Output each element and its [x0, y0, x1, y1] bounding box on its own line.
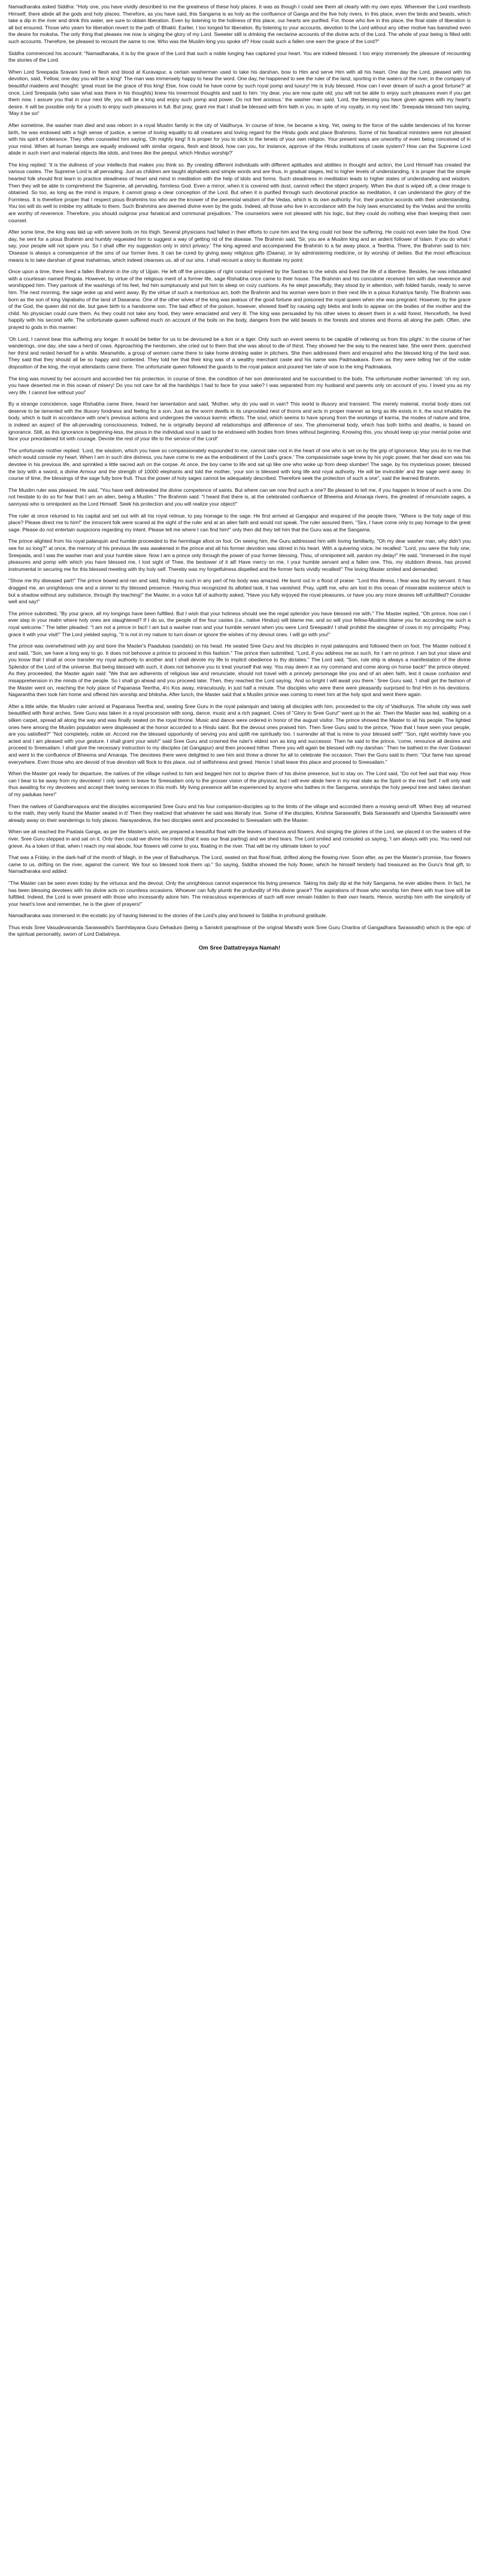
paragraph: The prince was overwhelmed with joy and bore the Master's Paadukas (sandals) on his head. He seated Sree Guru and his disciples in royal palanquins and followed them on foot. The Master noticed it and said, "Son, we have a long way to go. It does not behoove a prince to proceed in this fashion." The prince then submitted, "Lord, if you address me as such, for I am no prince. I am but your slave and you know that I shall at once transfer my royal authority to another and I shall devote my life to implicit obedience to thy dictates." The Lord said, "Son, rule ship is always a manifestation of the divine Splendor of the Lord of the universe. But being blessed with such, it does not behoove you to treat yourself that way. You may deem it as my command and come along on horse back!" the prince obeyed. As they proceeded, the Master again said: "We that are adherents of religious law and renunciate, should not travel with a princely personage like you and of an alien faith, lest it cause confusion and misapprehension in the minds of the people. So I shall go ahead and you proceed later. Then, they reached the Lord saying, 'And so bright I will await you there.' Sree Guru said, 'I shall get the fashion of the Master went on, reaching the holy place of Papanasa Teertha, 4½ Kos away, miraculously, in just half a minute. The disciples who were there were pleasantly surprised to find Him in his devotions. Nagarantha then took him home and offered him worship and bhiksha. After lunch, the Master said that a Muslim prince was coming to meet him at the holy spot and went there again.	[8, 643, 471, 698]
paragraph: The prince submitted, "By your grace, all my longings have been fulfilled. But I wish that your holiness should see the regal splendor you have blessed me with." The Master replied, "Oh prince, how can I ever step in your realm where holy ones are slaughtered? If I do so, the people of the four castes (i.e., native Hindus) will blame me, and so will your fellow-Muslims blame you for according me such a royal welcome." The latter pleaded: "I am not a prince in fact! I am but a washer man and your humble servant when you were Lord Sreepadn! I shall prohibit the slaughter of cows in my principality. Pray, grace it with your visit!" The Lord yielded saying, "It is not in my nature to turn down or ignore the wishes of my devout ones. I will go with you!"	[8, 610, 471, 637]
paragraph: When we all reached the Paatala Ganga, as per the Master's wish, we prepared a beautiful float with the leaves of banana and flowers. And singing the glories of the Lord, we placed it on the waters of the river. Sree Guru stepped in and sat on it. Only then could we divine his intent (that it was our final parting) and we shed tears. The Lord smiled and consoled us saying, 'I am always with you. You need not grieve. As a token of that, when I reach my real abode, four flowers will come to you, floating in the river. That will be my ultimate token to you!'	[8, 829, 471, 849]
paragraph: When the Master got ready for departure, the natives of the village rushed to him and begged him not to deprive them of his divine presence, but to stay on. The Lord said, "Do not feel sad that way. How can I bear to be away from my devotees! I only seem to leave for Sreesailam only to the grosser vision of the physical, but I will ever abide here in my real state as the Spirit or the real Self. I will only wait thus awaiting for my devotees and accept their loving services in this moth. My living presence will be experienced by anyone who bathes in the Sangama, worships the holy peepul tree and takes darshan of my padukas here!"	[8, 770, 471, 797]
paragraph: By a strange coincidence, sage Rishabha came there, heard her lamentation and said, 'Mother, why do you wail in vain? This world is illusory and transient. The merely material, mortal body does not deserve to be lamented with the illusory fondness and feeling for a son. Just as the worm dwells in its unprovided nest of thorns and acts in proper manner as long as life exists in it, the soul inhabits the body, which is built in accordance with one's previous actions and undergoes the various karmic effects. The soul, which seems to have sprung from the workings of karma, the modes of nature and time, is indeed an aspect of the all-pervading consciousness. Indeed, he is originally beyond all relationships and difference of sex. The phenomenal body, which has both births and deaths, is based on ignorance. Still, as this ignorance is beginning-less, the pious in the individual soul is said to be endowed with bodies from times without beginning. Knowing this, you should keep up your mental poise and face your preordained lot with courage. Devote the rest of your life to the service of the Lord!'	[8, 401, 471, 442]
paragraph: Once upon a time, there lived a fallen Brahmin in the city of Ujjain. He left off the principles of right conduct enjoined by the Sastras to the winds and lived the life of a libertine. Besides, he was infatuated with a courtesan named Pingala. However, by virtue of the religious merit of a former life, sage Rishabha once came to their house. The Brahmin and his concubine received him with due reverence and worshipped him. They partook of the washings of his feet, fed him sumptuously and put him to sleep on cozy cushions. As he slept peacefully, they stood by in attention, with folded hands, ready to serve him. The next morning, the sage woke up and went away. By the virtue of such a meritorious act, both the Brahmin and his woman were born in their next life in a pious Kshatriya family. The Brahmin was born as the son of king Vajrabahu of the land of Dasarana. One of the other wives of the king was jealous of the good fortune and poisoned the royal queen when she was pregnant. However, by the grace of the God, the queen did not die, but gave birth to a handsome son. The bad effect of the poison, however, showed itself by causing ugly blebs and boils to appear on the bodies of the mother and the child. No physician could cure them. As they could not take any food, they were emaciated and very ill. The king was persuaded by his other wives to desert them in a wild forest. Henceforth, he lived happily with his second wife. The unfortunate queen suffered much on account of the boils on the body, dangers from the wild beasts in the forests and stones and thorns all along the path. Often, she prayed to gods in this manner:	[8, 268, 471, 330]
paragraph: After some time, the king was laid up with severe boils on his thigh. Several physicians had failed in their efforts to cure him and the king could not bear the suffering. He could not even take the food. One day, he sent for a pious Brahmin and humbly requested him to suggest a way of getting rid of the disease. The Brahmin said, 'Sir, you are a Muslim king and an ardent follower of Islam. If you do what I say, your people will not spare you. So I shall offer my suggestion only in strict privacy.' The king agreed and accompanied the Brahmin to a far away place, a Teertha. There, the Brahmin said to him: 'Disease is always a consequence of the sins of our former lives. It can be cured by giving away religious gifts (Daana), or by administering medicine, or by worship of deities. But the most efficacious means is to take darshan of great mahatmas, which indeed cleanses us, all of our sins. I shall recount a story to illustrate my point:	[8, 229, 471, 263]
closing-invocation: Om Sree Dattatreyaya Namah!	[198, 945, 281, 952]
paragraph: After a little while, the Muslim ruler arrived at Papanasa Teertha and, seating Sree Guru in the royal palanquin and taking all disciples with him, proceeded to the city of Vaidhurya. The whole city was well beautified with floral arches. Sree Guru was taken in a royal procession with song, dance, music and a rich pageant. Cries of "Glory to Sree Guru!" went up in the air. Then the Master was led, walking on a silken carpet, spread all along the way and was finally seated on the royal throne. Music and dance were ordered in honor of the august visitor. The prince showed the Master to all his people. The lighted ones here among the Muslim population were displeased at the honor accorded to a Hindu saint. But the devout ones praised him. Then Sree Guru said to the prince, "Now that I have seen your people, are you satisfied?" "Not completely, noble sir. Accord me the blessed opportunity of serving you and uplift me spiritually too. I surrender all that is mine to your blessed self!" "Son, right worthily have you acted and I am pleased with your gesture. I shall grant your wish!" said Sree Guru and crowned the ruler's eldest son as king and successor. Then he said to the prince, 'come, renounce all desires and proceed to Sreesailam. I shall give the necessary instruction to my disciples (at Gangapur) and then proceed hither. There you will again be blessed with my darshan.' Then he bathed in the river Godavari and went to the confluence of Bheema and Amaraja. The devotees there were delighted to see him and threw a dinner for all to celebrate the occasion. Then the Guru said to them: "Our fame has spread everywhere. Even those who are devoid of true devotion will flock to this place, out of selfishness and greed. Hence I shall leave this place and proceed to Sreesailam."	[8, 703, 471, 765]
paragraph: The ruler at once returned to his capital and set out with all his royal retinue, to pay homage to the sage. He first arrived at Gangapur and enquired of the people there, "Where is the holy sage of this place? Please direct me to him!" the innocent folk were scared at the sight of the ruler and at an alien faith and would not speak. The ruler assured them, "Sirs, I have come only to pay homage to the great sage. Please do not entertain suspicions regarding my intent. Please tell me where I can find him!" only then did they tell him that the Guru was at the Sangama.	[8, 512, 471, 533]
paragraph: "The Master can be seen even today by the virtuous and the devout. Only the unrighteous cannot experience his living presence. Taking his daily dip at the holy Sangama, he ever abides there. In fact, he has been blessing devotees with his divine acts on countless occasions. Whoever can fully plumb the profundity of His divine grace? The aspirations of those who worship him there with true love will be fulfilled. Indeed, the Lord is ever present with those who incessantly adore him. The miraculous experiences of such will ever remain hidden to their own hearts. Hence, worship him with the simplicity of your heart's love and remember, he is the giver of prayers!"	[8, 879, 471, 907]
paragraph: The king was moved by her account and accorded her his protection. In course of time, the condition of her son deteriorated and he succumbed to the boils. The unfortunate mother lamented: 'oh my son, you have deserted me in this ocean of misery! Do you not care for all the hardships I had to face for your sake? I was separated from my husband and parents only on account of you. I loved you as my very life. I cannot live without you!'	[8, 375, 471, 395]
paragraph: Siddha commenced his account: "Namadharaka, it is by the grace of the Lord that such a noble longing has captured your heart. You are indeed blessed. I too enjoy immensely the pleasure of recounting the stories of the Lord.	[8, 50, 471, 64]
paragraph: "Show me thy diseased part!" The prince bowed and ran and said, finding no such in any part of his body was amazed. He burst out in a flood of praise: "Lord this illness, I fear was but thy servant. It has dragged me, an unrighteous one and a sinner to thy blessed presence. Having thus recognized its allotted task, it has vanished. Pray, uplift me, who am lost in this ocean of miserable existence which is but a shadow without any substance, through thy teaching!" the Master, in a voice full of authority asked, "Have you fully enjoyed the royal pleasures, or have you any more desires left unfulfilled? Consider well and say!"	[8, 578, 471, 605]
paragraph: When Lord Sreepada Sravani lived in flesh and blood at Kuravapur, a certain washerman used to take his darshan, bow to Him and serve Him with all his heart. One day the Lord, pleased with his devotion, said, 'Fellow, one day you will be a king!' The man was immensely happy to hear the word. One day, he happened to see the ruler of the land, sporting in the waters of the river, in the company of beautiful maidens and thought: 'great must be the grace of this king! Else, how could he have come by such royal pomp and luxury! He is truly blessed. How can I ever dream of such a good fortune?' at once, Lord Sreepada (who saw what was there in his thoughts) knew his innermost thoughts and said to him: 'my dear, you are now quite old; you will not be able to enjoy such pleasures even if you get them now. I assure you that in your next life, you will be a king and enjoy such pomp and power. Do not feel anxious.' the washer man said, 'Lord, the blessing you have given agrees with my heart's desire. It will be possible only for a youth to enjoy such pleasures in full. But pray, grant me that I shall be blessed with firm faith in you, in spite of my royalty, in my next life.' Sreepada blessed him saying, 'May it be so!'	[8, 68, 471, 117]
paragraph: The unfortunate mother replied: 'Lord, the wisdom, which you have so compassionately expounded to me, cannot take root in the heart of one who is set on by the grip of ignorance. May you do to me that which would console my heart. When I am in such dire distress, you have come to me as the embodiment of the Lord's grace.' The compassionate sage knew by his yogic power, that her dead son was his devotee in his previous life, and sprinkled a little sacred ash on the corpse. At once, the boy came to life and sat up like one who woke up from deep slumber! The sage, by his mysterious power, blessed the boy with a sword, a divine Armour and the strength of 10000 elephants and told the mother, 'your son is blessed with long life and royal authority. He will be invincible' and the sage went away. In course of time, the blessings of the sage fully bore fruit. Thus the power of holy sages cannot be adequately described. Therefore seek the protection of such a one", said the learned Brahmin.	[8, 447, 471, 482]
document-body	[8, 4, 471, 938]
paragraph: The king replied: 'It is the dullness of your intellects that makes you think so. By creating different individuals with different aptitudes and abilities in thought and action, the Lord Himself has created the various castes. The Supreme Lord is all pervading. Just as children are taught alphabets and simple words and are thus, in gradual stages, led to higher levels of understanding, it is proper that the simple hearted folk should first learn to practice steadiness of heart and mind in meditation with the help of idols and forms. Such steadiness in meditation leads to higher states of understanding and wisdom. Then they will be able to comprehend the Supreme, all pervading, formless God. Even a mirror, when it is covered with dust, cannot reflect the object properly. When the dust is wiped off, a clear image is obtained. So too, as long as the mind is impure, it cannot grasp a clear conception of the Lord. But when it is purified through such devotional practice as meditation, it can understand the glory of the Formless. It is therefore proper that I respect pious Brahmins too who are the knower of the perennial wisdom of the Vedas, which is its own authority. For, their practice accords with their understanding. You too will do well to imbibe my attitude to them. Such Brahmins are deemed divine even by the gods. Indeed, all those who live in accordance with the holy laws enunciated by the Vedas and the smritis are worthy of reverence. Therefore, you should outgrow your fanatical and communal prejudices.' The counselors were not pleased with his logic, but they could do nothing else than keeping their own counsel.	[8, 161, 471, 223]
paragraph: The prince alighted from his royal palanquin and humble proceeded to the hermitage afoot on foot. On seeing him, the Guru addressed him with loving familiarity, "Oh my dear washer man, why didn't you see for so long?" at once, the memory of his previous life was awakened in the prince and all his former devotion was stirred in his heart. With a quivering voice, he recalled: "Lord, you were the holy one, Sreepada, and I was the washer man and your humble slave. Now I am a prince only through the power of your former blessing. Thou, of omnipotent will, pardon my delay!" He said, "Immersed in the royal pleasures and pomp with which you have blessed me, I lost sight of Thee, the bestower of it all! Have mercy on me, I your humble servant and a fallen one. This, my stubborn illness, has proved instrumental in securing me for this blessed meeting with thy holy self. Thereby was my forgetfulness dispelled and the former facts vividly recalled!" The loving Master smiled and demanded;	[8, 538, 471, 572]
paragraph: Namadharaka asked Siddha: "Holy one, you have vividly described to me the greatness of these holy places. It was as though I could see them all clearly with my own eyes. Wherever the Lord manifests Himself, there abide all the gods and holy places. Therefore, as you have said, this Sangama is as holy as the confluence of Ganga and the five holy rivers. In this place, even the birds and beasts, which take a dip in the river and drink this water, are sure to obtain liberation. Even by listening to the holiness of this place, our hearts are purified. For, those who live in this place, the final state of liberation is all but ensured. Those who yearn for liberation revert to the path of Bhakti. Earlier, I too longed for liberation. By listening to your accounts, devotion to the Lord without any other motive has banished even the desire for moksha. The only thing that pleases me now is singing the glory of my Lord. Sweeter still is drinking the nectarine accounts of the divine acts of the Lord. The whole of your being is filled with such accounts. Therefore, be pleased to recount the same to me. Who was the Muslim king you spoke of? How could such a fallen one earn the grace of the Lord?"	[8, 4, 471, 44]
paragraph: After sometime, the washer man died and was reborn in a royal Muslim family in the city of Vaidhurya. In course of time, he became a king. Yet, owing to the force of the subtle tendencies of his former birth, he was endowed with a high sense of justice, a sense of loving equality to all creatures and loving regard for the Hindu gods and place Brahmins. Some of his fanatical ministers were not pleased with his spirit of tolerance. They often counseled him saying, 'Oh mighty king! It is proper for you to stick to the tenets of your own religion. Your present ways are unworthy of even being conceived of in your mind. When all human beings are equally endowed with similar organs, flesh and blood, how can you, for instance, approve of the Hindu institutions of caste system? How can the Supreme Lord abide in such inert and material objects like idols, and trees like the peepul, which Hindus worship?'	[8, 122, 471, 156]
paragraph: Then the natives of Gandharvapura and the disciples accompanied Sree Guru and his four companion-disciples up to the limits of the village and accorded them a moving send-off. When they all returned to the math, they verily found the Master seated in it! Then they realized that whatever he said was literally true. Some of the disciples, Krishna Saraswathi, Bala Saraswathi and Upendra Saraswathi were already away on their wanderings to holy places. Narayandeva, the two disciples went and proceeded to Sreesailam with the Master.	[8, 803, 471, 823]
paragraph: 'Oh Lord, I cannot bear this suffering any longer. It would be better for us to be devoured be a lion or a tiger. Only such an event seems to be capable of relieving us from this plight.' In the course of her wanderings, one day, she saw a herd of cows. Approaching the herdsmen, she cried out to them that she was about to die of thirst. They showed her the way to the nearest lake. She went there, quenched her thirst and rested herself for a while. Meanwhile, a group of women came there to take home drinking water in pitchers. She then addressed them and enquired who the blessed king of the land was. They said that they should all be so happy and contented. They told her that their king was of a wealthy merchant caste and his name was Padmaakara. Even as they were telling her of the noble disposition of the king, the royal attendants came there. The unfortunate queen followed the guards to the royal palace and poured her tale of woe to the king Padmakara.	[8, 335, 471, 370]
paragraph: The Muslim ruler was pleased. He said, "You have well delineated the divine competence of saints. But where can we now find such a one? Be pleased to tell me, if you happen to know of such a one. Do not hesitate to do so for fear that I am an alien, being a Muslim." The Brahmin said: "I heard that there is, at the celebrated confluence of Bheema and Amaraja rivers, the greatest of renunciate sages, a sannyasi who is omnipotent as the Lord Himself. Seek his protection and you will realize your object!"	[8, 486, 471, 507]
paragraph: Namadharaka was immersed in the ecstatic joy of having listened to the stories of the Lord's play and bowed to Siddha in profound gratitude.	[8, 912, 328, 919]
closing-paragraph: Thus ends Sree Vasudevananda Saraswathi's Samhitayana Guru Dehaduni (being a Sanskrit paraphrase of the original Marathi work Sree Guru Charitra of Gangadhara Saraswathi) which is the epic of the spiritual personality, sworn of Lord Dattatreya.	[8, 924, 471, 938]
paragraph: That was a Friday, in the dark-half of the month of Magh, in the year of Bahudhanya. The Lord, seated on that floral float, drifted along the flowing river. Soon after, as per the Master's promise, four flowers came to us, drifting on the river, against the current. We four so blessed took them up." So saying, Siddha showed the holy flower, which he himself tenderly had treasured as the Guru's final gift, to Namadharaka and added:	[8, 854, 471, 875]
